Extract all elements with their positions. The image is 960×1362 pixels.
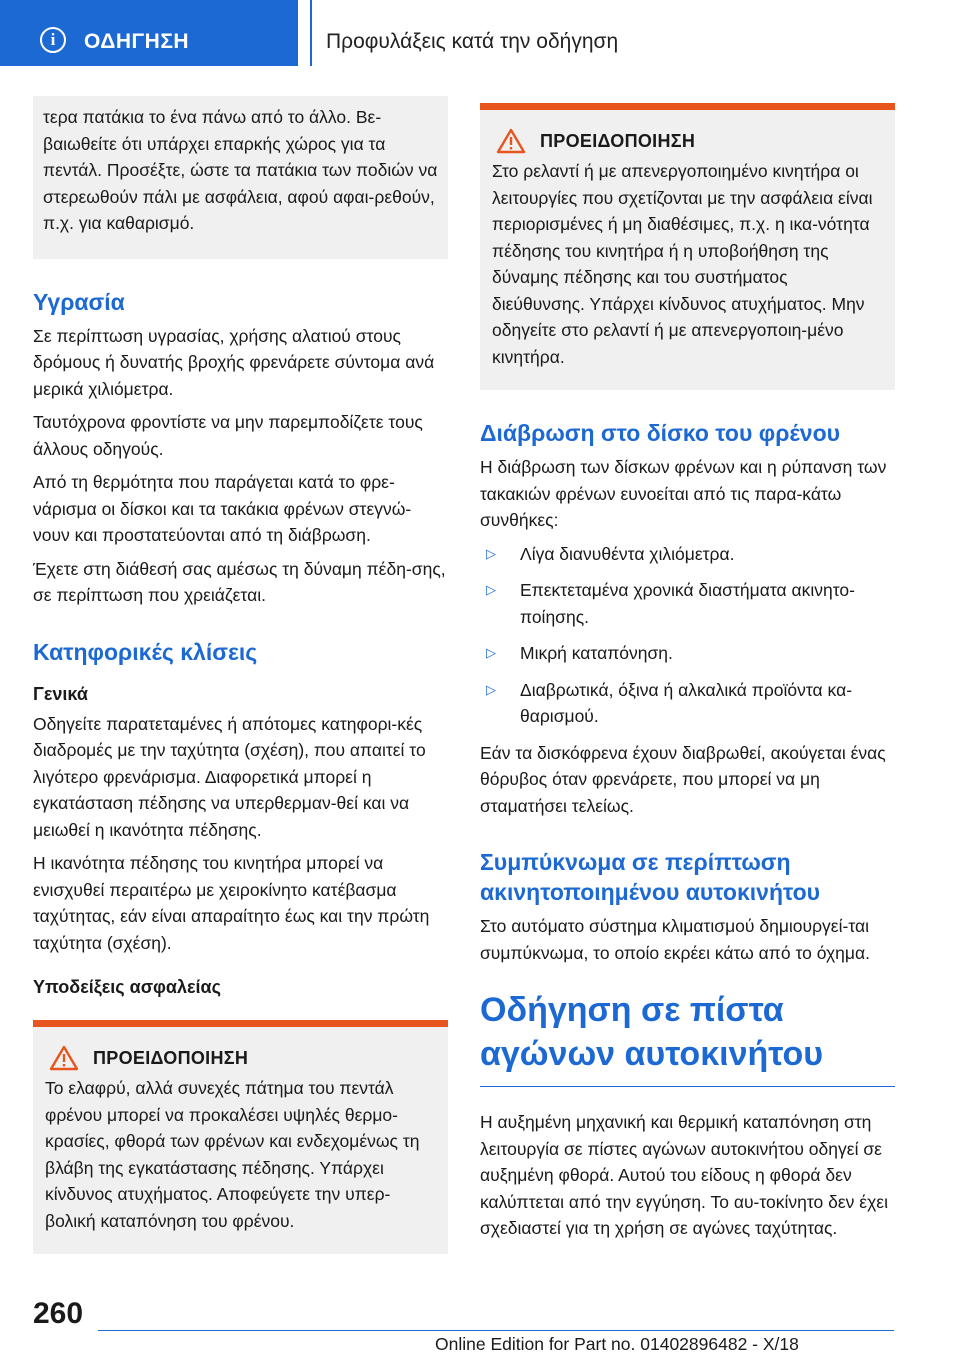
bullet-triangle-icon: ▷ xyxy=(486,645,496,660)
bullet-triangle-icon: ▷ xyxy=(486,681,496,697)
subheading-general: Γενικά xyxy=(33,683,88,704)
warning-triangle-icon xyxy=(49,1045,79,1071)
subheading-safety: Υποδείξεις ασφαλείας xyxy=(33,977,221,997)
intro-box xyxy=(33,96,448,259)
list-item-text: Μικρή καταπόνηση. xyxy=(520,643,673,663)
moisture-paragraph: Σε περίπτωση υγρασίας, χρήσης αλατιού στους δρόμους ή δυνατής βροχής φρενάρετε σύντομα ανά μερικά χιλιόμετρα. xyxy=(33,325,435,399)
chapter-title: Προφυλάξεις κατά την οδήγηση xyxy=(326,30,619,53)
corrosion-outro: Εάν τα δισκόφρενα έχουν διαβρωθεί, ακούγεται ένας θόρυβος όταν φρενάρετε, που μπορεί να μη σταματήσει τελείως. xyxy=(480,742,886,816)
page-number: 260 xyxy=(33,1297,84,1330)
warning-triangle-icon xyxy=(496,128,526,154)
corrosion-intro: Η διάβρωση των δίσκων φρένων και η ρύπανση των τακακιών φρένων ευνοείται από τις παρα-κάτω συνθήκες: xyxy=(480,457,887,530)
list-item xyxy=(480,640,895,667)
warning-text: Το ελαφρύ, αλλά συνεχές πάτημα του πεντάλ φρένου μπορεί να προκαλέσει υψηλές θερμο-κρασίες, φθορά των φρένων και ενδεχομένως τη βλάβη της εγκατάστασης πέδησης. Υπάρχει κίνδυνος ατυχήματος. Αποφεύγετε την υπερ-βολική καταπόνηση του φρένου. xyxy=(45,1078,420,1231)
heading-corrosion: Διάβρωση στο δίσκο του φρένου xyxy=(480,420,841,446)
heading-downhill: Κατηφορικές κλίσεις xyxy=(33,638,258,665)
bullet-triangle-icon: ▷ xyxy=(486,582,496,597)
warning-box xyxy=(33,1020,448,1254)
heading-racetrack: Οδήγηση σε πίστα αγώνων αυτοκινήτου xyxy=(480,988,895,1087)
heading-moisture: Υγρασία xyxy=(33,288,125,315)
bullet-triangle-icon: ▷ xyxy=(486,545,496,561)
list-item-text: Λίγα διανυθέντα χιλιόμετρα. xyxy=(520,543,735,564)
condensation-text: Στο αυτόματο σύστημα κλιματισμού δημιουργεί-ται συμπύκνωμα, το οποίο εκρέει κάτω από το όχημα. xyxy=(480,916,870,963)
list-item xyxy=(480,677,895,730)
edition-note: Online Edition for Part no. 01402896482 - X/18 xyxy=(435,1334,799,1354)
list-item xyxy=(480,577,895,630)
moisture-paragraph: Ταυτόχρονα φροντίστε να μην παρεμποδίζετε τους άλλους οδηγούς. xyxy=(33,412,423,459)
heading-condensation: Συμπύκνωμα σε περίπτωση ακινητοποιημένου αυτοκινήτου xyxy=(480,849,821,905)
warning-box xyxy=(480,103,895,390)
warning-text: Στο ρελαντί ή με απενεργοποιημένο κινητήρα οι λειτουργίες που σχετίζονται με την ασφάλεια είναι περιορισμένες ή μη διαθέσιμες, π.χ. η ικα-νότητα πέδησης του κινητήρα ή η υποβοήθηση της δύναμης πέδησης και του συστήματος διεύθυνσης. Υπάρχει κίνδυνος ατυχήματος. Μην οδηγείτε στο ρελαντί ή με απενεργοποιη-μένο κινητήρα. xyxy=(492,161,873,367)
list-item-text: Διαβρωτικά, όξινα ή αλκαλικά προϊόντα κα-θαρισμού. xyxy=(520,679,853,726)
moisture-paragraph: Από τη θερμότητα που παράγεται κατά το φρε-νάρισμα οι δίσκοι και τα τακάκια φρένων στεγνώ-νουν και προστατεύονται από τη διάβρωση. xyxy=(33,472,412,545)
header-divider xyxy=(310,0,312,66)
section-title: ΟΔΗΓΗΣΗ xyxy=(84,30,190,53)
downhill-paragraph: Η ικανότητα πέδησης του κινητήρα μπορεί να ενισχυθεί περαιτέρω με χειροκίνητο κατέβασμα ταχύτητας, εάν είναι απαραίτητο έως και την πρώτη ταχύτητα (σχέση). xyxy=(33,853,430,953)
left-column xyxy=(33,96,448,1254)
moisture-paragraph: Έχετε στη διάθεσή σας αμέσως τη δύναμη πέδη-σης, σε περίπτωση που χρειάζεται. xyxy=(33,558,446,605)
intro-box-text: τερα πατάκια το ένα πάνω από το άλλο. Βε-βαιωθείτε ότι υπάρχει επαρκής χώρος για τα πεντάλ. Προσέξτε, ώστε τα πατάκια των ποδιών να στερεωθούν πάλι με ασφάλεια, αφού αφαι-ρεθούν, π.χ. για καθαρισμό. xyxy=(43,107,438,233)
footer-divider xyxy=(98,1330,894,1331)
warning-title: ΠΡΟΕΙΔΟΠΟΙΗΣΗ xyxy=(93,1047,249,1068)
list-item-text: Επεκτεταμένα χρονικά διαστήματα ακινητο-ποίησης. xyxy=(520,580,855,627)
corrosion-list xyxy=(480,541,895,730)
list-item xyxy=(480,541,895,568)
racetrack-text: Η αυξημένη μηχανική και θερμική καταπόνηση στη λειτουργία σε πίστες αγώνων αυτοκινήτου οδηγεί σε αυξημένη φθορά. Αυτού του είδους η φθορά δεν καλύπτεται από την εγγύηση. Το αυ-τοκίνητο δεν έχει σχεδιαστεί για τη χρήση σε αγώνες ταχύτητας. xyxy=(480,1112,888,1238)
info-icon: i xyxy=(40,27,66,53)
downhill-paragraph: Οδηγείτε παρατεταμένες ή απότομες κατηφορι-κές διαδρομές με την ταχύτητα (σχέση), που απαιτεί το λιγότερο φρενάρισμα. Διαφορετικά μπορεί η εγκατάσταση πέδησης να υπερθερμαν-θεί και να μειωθεί η ικανότητα πέδησης. xyxy=(33,713,426,840)
warning-title: ΠΡΟΕΙΔΟΠΟΙΗΣΗ xyxy=(540,130,696,151)
right-column xyxy=(480,96,895,1249)
